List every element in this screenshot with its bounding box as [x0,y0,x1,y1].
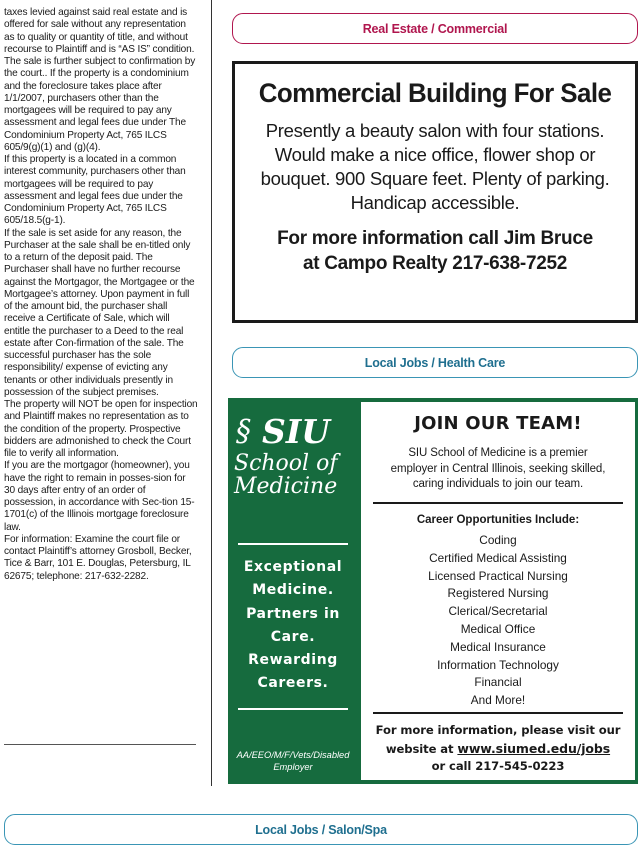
tagline-line: Careers. [257,675,329,692]
ad-contact [235,226,635,276]
ad-title: Commercial Building For Sale [258,78,612,108]
ad-description-line: Would make a nice office, flower shop or [274,144,596,165]
career-item: Coding [479,533,517,547]
tagline-line: Exceptional [243,559,343,575]
siu-medicine-ad [228,398,638,784]
siu-logo [234,412,354,532]
content-divider [373,712,623,714]
section-header-health-care: Local Jobs / Health Care [232,347,638,378]
ad-contact-line: at Campo Realty 217-638-7252 [302,253,568,274]
sidebar-divider [238,543,348,545]
eeo-line: AA/EEO/M/F/Vets/Disabled [236,750,350,760]
siu-ad-content [361,402,635,780]
jobs-url-link[interactable]: www.siumed.edu/jobs [457,740,611,756]
career-list [361,532,635,710]
legal-notice-column [4,7,198,583]
legal-paragraph: Condominium Property Act, 765 ILCS 605/18.5(g-1). [4,203,167,227]
ad-description [235,119,635,215]
visit-info [361,722,635,776]
ad-description-line: Presently a beauty salon with four stations. [265,120,605,141]
section-header-real-estate: Real Estate / Commercial [232,13,638,44]
phone-line: or call 217-545-0223 [431,759,565,773]
career-item: Medical Office [460,621,536,636]
tagline-line: Partners in [246,605,340,622]
join-title: JOIN OUR TEAM! [414,413,582,434]
tagline-line: Care. [270,628,316,645]
career-item: Clerical/Secretarial [448,604,548,619]
legal-paragraph: taxes levied against said real estate and is offered for sale without any representation as to quality or quantity of title, and without recourse to Plaintiff and is “AS IS” condition. The sale is further subject to confirmation by the court.. If the property is a condominium and the foreclosure takes place after 1/1/2007, purchasers other than the mortgagees will be required to pay any assessment and legal fees due under The Condominium Property Act, 765 ILCS 605/9(g)(1) and (g)(4). [4,7,196,153]
eeo-line: Employer [273,761,313,772]
commercial-building-ad [232,61,638,323]
ad-contact-line: For more information call Jim Bruce [277,228,593,249]
legal-paragraph: If you are the mortgagor (homeowner), you have the right to remain in posses-sion for 30 days after entry of an order of possession, in accordance with Sec-tion 15-1701(c) of the Illinois mortgage foreclosure law. [4,460,195,533]
visit-line: For more information, please visit our [375,723,621,737]
career-item: Licensed Practical Nursing [428,568,568,583]
eeo-statement [228,750,358,773]
tagline-line: Medicine. [252,582,334,599]
legal-paragraph: If this property is a located in a common interest community, purchasers other than mortgagees will be required to pay assessment and legal fees due under the [4,154,186,202]
logo-line: Medicine [234,474,338,499]
career-heading: Career Opportunities Include: [416,514,580,526]
intro-line: employer in Central Illinois, seeking skilled, [390,462,606,475]
legal-paragraph: The property will NOT be open for inspection and Plaintiff makes no representation as to the condition of the property. Prospective bidders are admonished to check the Court file to verify all information. [4,399,198,459]
column-divider [211,0,212,786]
tagline-line: Rewarding [248,652,338,669]
legal-paragraph: For information: Examine the court file or contact Plaintiff’s attorney Grosboll, Becker, Tice & Barr, 101 E. Douglas, Petersburg, IL 62675; telephone: 217-632-2282. [4,533,192,582]
logo-siu-text: SIU [262,412,331,451]
siu-ad-sidebar [228,398,358,784]
ad-description-line: Handicap accessible. [350,192,520,213]
section-header-salon-spa: Local Jobs / Salon/Spa [4,814,638,845]
career-item: Certified Medical Assisting [429,550,567,565]
career-item: And More! [470,693,526,708]
logo-line: School of [234,451,338,476]
logo-school-text [234,452,362,498]
career-item: Medical Insurance [450,639,546,654]
intro-line: caring individuals to join our team. [412,478,584,490]
legal-end-rule [4,744,196,745]
visit-line [361,740,635,759]
ad-description-line: bouquet. 900 Square feet. Plenty of parking. [260,168,610,189]
career-item: Financial [474,675,522,690]
visit-prefix: website at [385,741,458,756]
content-divider [373,502,623,504]
career-item: Information Technology [437,657,559,672]
intro-line: SIU School of Medicine is a premier [408,447,588,459]
siu-tagline [228,556,358,696]
join-intro [361,446,635,493]
sidebar-divider [238,708,348,710]
legal-paragraph: If the sale is set aside for any reason, the Purchaser at the sale shall be en-titled only to a return of the deposit paid. The Purchaser shall have no further recourse against the Mortgagor, the Mortgagee or the Mortgagee’s attorney. Upon payment in full of the amount bid, the purchaser shall receive a Certificate of Sale, which will entitle the purchaser to a Deed to the real estate after Con-firmation of the sale. The successful purchaser has the sole responsibility/ expense of evicting any tenants or other individuals presently in possession of the subject premises. [4,227,195,398]
flame-icon: § [236,414,251,449]
career-item: Registered Nursing [447,586,549,601]
